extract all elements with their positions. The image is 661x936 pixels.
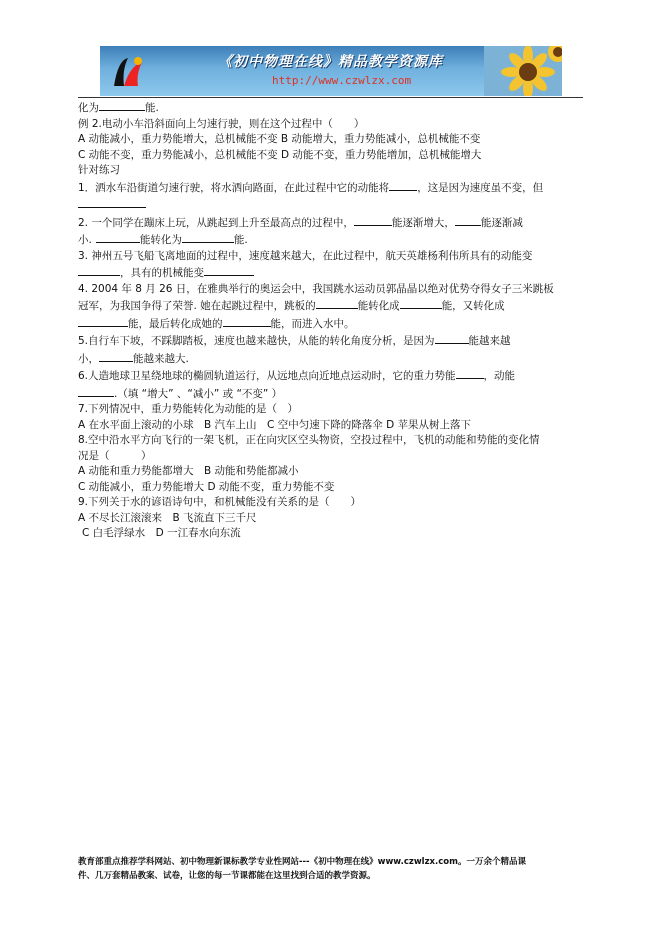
question-4: 4. 2004 年 8 月 26 日，在雅典举行的奥运会中，我国跳水运动员郭晶晶以绝对优势夺得女子三米跳板 xyxy=(78,282,554,295)
option-line: A 动能和重力势能都增大 B 动能和势能都减小 xyxy=(78,465,299,477)
answer-blank[interactable] xyxy=(204,264,254,276)
answer-blank[interactable] xyxy=(182,231,234,243)
document-body xyxy=(78,99,583,542)
answer-blank[interactable] xyxy=(456,367,484,379)
option-line: C 动能不变，重力势能减小，总机械能不变 D 动能不变，重力势能增加，总机械能增大 xyxy=(78,148,482,161)
answer-blank[interactable] xyxy=(78,385,114,397)
footer-line: 件、几万套精品教案、试卷，让您的每一节课都能在这里找到合适的教学资源。 xyxy=(78,871,376,881)
question-1: 1．洒水车沿街道匀速行驶，将水洒向路面，在此过程中它的动能将 ，这是因为速度虽不变，但 xyxy=(78,179,583,197)
footer-line: 教育部重点推荐学科网站、初中物理新课标教学专业性网站---《初中物理在线》www.czwlzx.com。一万余个精品课 xyxy=(78,857,526,867)
answer-blank[interactable] xyxy=(316,297,358,309)
question-8: 8.空中沿水平方向飞行的一架飞机，正在向灾区空头物资，空投过程中，飞机的动能和势能的变化情 xyxy=(78,434,540,446)
option-line: A 在水平面上滚动的小球 B 汽车上山 C 空中匀速下降的降落伞 D 苹果从树上落下 xyxy=(78,418,471,431)
answer-blank[interactable] xyxy=(78,315,128,327)
option-line: C 白毛浮绿水 D 一江春水向东流 xyxy=(82,527,241,539)
question-4-cont2: 能，最后转化成她的 能，而进入水中。 xyxy=(78,315,583,333)
question-7: 7.下列情况中，重力势能转化为动能的是（ ） xyxy=(78,403,299,415)
question-1-cont xyxy=(78,196,583,214)
site-banner xyxy=(100,46,562,96)
question-6: 6.人造地球卫星绕地球的椭圆轨道运行，从远地点向近地点运动时，它的重力势能 ，动能 xyxy=(78,367,583,385)
site-title: 《初中物理在线》精品教学资源库 xyxy=(218,54,443,70)
answer-blank[interactable] xyxy=(78,196,146,208)
question-2-cont: 小. 能转化为 能. xyxy=(78,231,583,249)
site-url[interactable]: http://www.czwlzx.com xyxy=(272,74,412,87)
site-logo-icon xyxy=(108,52,148,92)
page-footer xyxy=(78,855,583,883)
sunflower-icon xyxy=(484,46,562,96)
question-6-cont: .（填 “增大” 、“减小” 或 “不变” ） xyxy=(78,385,583,403)
answer-blank[interactable] xyxy=(354,214,392,226)
answer-blank[interactable] xyxy=(99,350,133,362)
header-rule xyxy=(78,97,583,98)
option-line: C 动能减小，重力势能增大 D 动能不变，重力势能不变 xyxy=(78,480,335,493)
answer-blank[interactable] xyxy=(223,315,271,327)
option-line: A 动能减小，重力势能增大，总机械能不变 B 动能增大，重力势能减小，总机械能不变 xyxy=(78,133,481,145)
question-5-cont: 小， 能越来越大. xyxy=(78,350,583,368)
answer-blank[interactable] xyxy=(435,332,469,344)
answer-blank[interactable] xyxy=(389,179,417,191)
question-5: 5.自行车下坡，不踩脚踏板，速度也越来越快，从能的转化角度分析，是因为 能越来越 xyxy=(78,332,583,350)
section-heading: 针对练习 xyxy=(78,164,120,176)
option-line: A 不尽长江滚滚来 B 飞流直下三千尺 xyxy=(78,511,257,524)
text-line: 化为 能. xyxy=(78,99,583,117)
answer-blank[interactable] xyxy=(400,297,442,309)
question-4-cont: 冠军，为我国争得了荣誉. 她在起跳过程中，跳板的 能转化成 能，又转化成 xyxy=(78,297,583,315)
example-2-question: 例 2.电动小车沿斜面向上匀速行驶，则在这个过程中（ ） xyxy=(78,117,365,130)
question-8-cont: 况是（ ） xyxy=(78,449,152,462)
question-2: 2. 一个同学在蹦床上玩，从跳起到上升至最高点的过程中， 能逐渐增大， 能逐渐减 xyxy=(78,214,583,232)
question-9: 9.下列关于水的谚语诗句中，和机械能没有关系的是（ ） xyxy=(78,496,362,508)
question-3: 3. 神州五号飞船飞离地面的过程中，速度越来越大，在此过程中，航天英雄杨利伟所具有的动能变 xyxy=(78,249,533,262)
answer-blank[interactable] xyxy=(99,99,145,111)
answer-blank[interactable] xyxy=(455,214,481,226)
answer-blank[interactable] xyxy=(78,264,120,276)
question-3-cont: ，具有的机械能变 xyxy=(78,264,583,282)
answer-blank[interactable] xyxy=(96,231,140,243)
